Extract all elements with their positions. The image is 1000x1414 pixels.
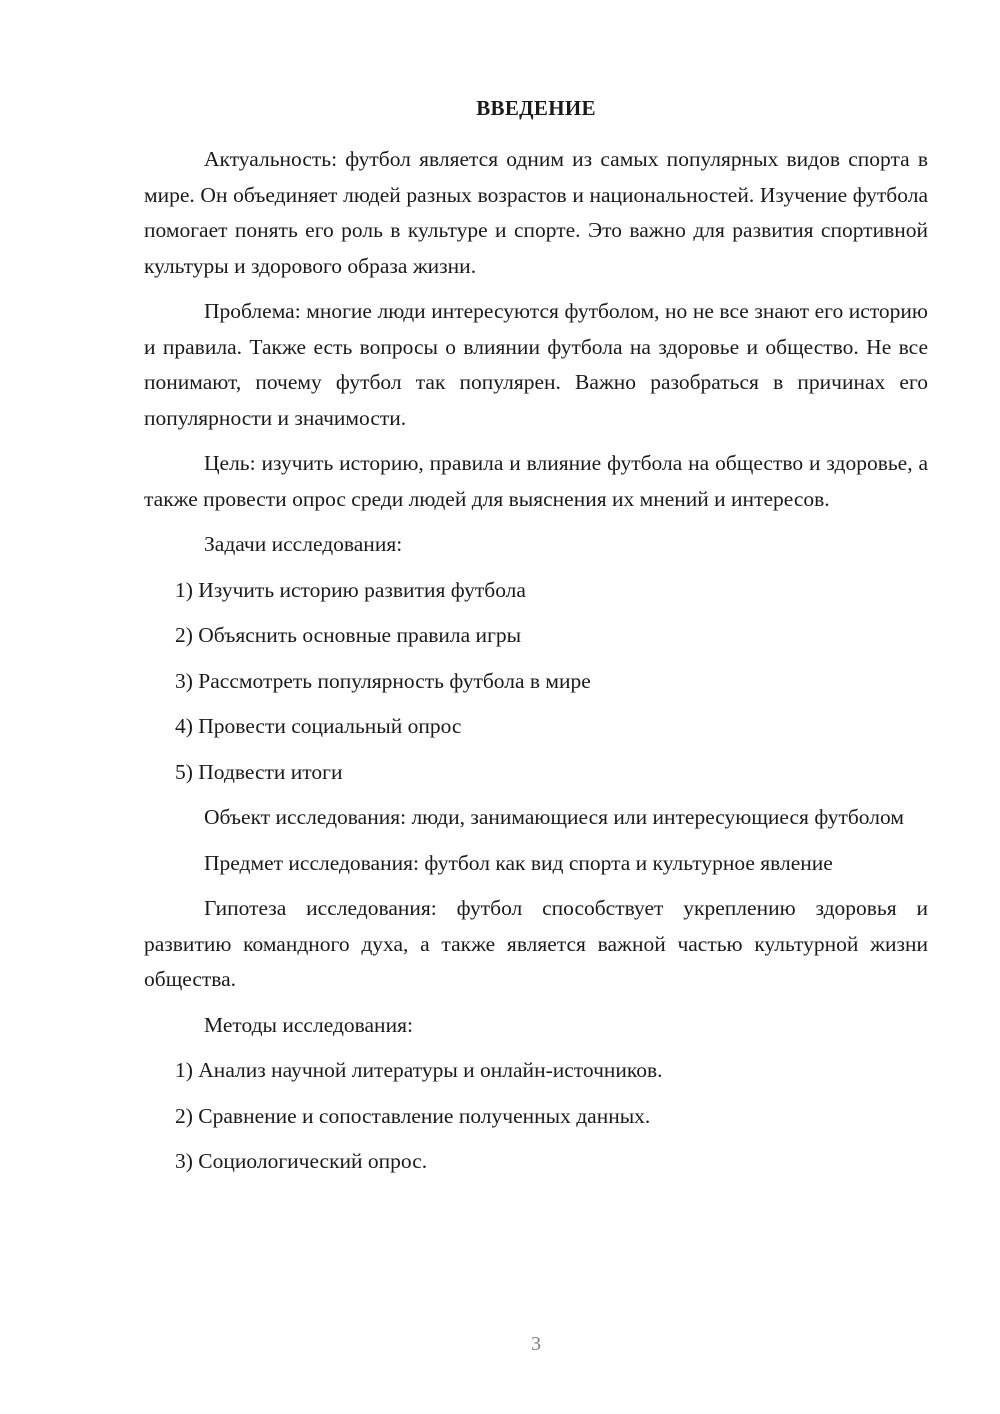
tasks-title: Задачи исследования: — [204, 532, 403, 556]
page-number: 3 — [531, 1333, 541, 1355]
method-item: 1) Анализ научной литературы и онлайн-источников. — [175, 1058, 663, 1082]
task-item: 5) Подвести итоги — [175, 759, 343, 784]
hypothesis-paragraph: Гипотеза исследования: футбол способствует укреплению здоровья и развитию командного духа, а также является важной частью культурной жизни общества. — [144, 896, 928, 991]
task-item: 4) Провести социальный опрос — [175, 714, 462, 738]
task-item: 2) Объяснить основные правила игры — [175, 623, 522, 647]
problem-paragraph: Проблема: многие люди интересуются футболом, но не все знают его историю и правила. Также есть вопросы о влиянии футбола на здоровье и общество. Не все понимают, почему футбол так популярен. Важно разобраться в причинах его популярности и значимости. — [144, 299, 928, 430]
relevance-paragraph: Актуальность: футбол является одним из самых популярных видов спорта в мире. Он объединяет людей разных возрастов и национальностей. Изучение футбола помогает понять его роль в культуре и спорте. Это важно для развития спортивной культуры и здорового образа жизни. — [144, 147, 928, 278]
tasks-list — [144, 573, 928, 791]
subject-paragraph: Предмет исследования: футбол как вид спорта и культурное явление — [204, 850, 833, 875]
methods-list — [144, 1053, 928, 1180]
methods-title: Методы исследования: — [204, 1012, 413, 1037]
page-title: ВВЕДЕНИЕ — [476, 96, 596, 120]
task-item: 3) Рассмотреть популярность футбола в мире — [175, 668, 591, 693]
object-paragraph: Объект исследования: люди, занимающиеся или интересующиеся футболом — [204, 805, 904, 829]
goal-paragraph: Цель: изучить историю, правила и влияние футбола на общество и здоровье, а также провести опрос среди людей для выяснения их мнений и интересов. — [144, 451, 928, 511]
method-item: 2) Сравнение и сопоставление полученных данных. — [175, 1103, 651, 1128]
task-item: 1) Изучить историю развития футбола — [175, 577, 526, 602]
document-body — [144, 142, 928, 1190]
method-item: 3) Социологический опрос. — [175, 1149, 428, 1173]
